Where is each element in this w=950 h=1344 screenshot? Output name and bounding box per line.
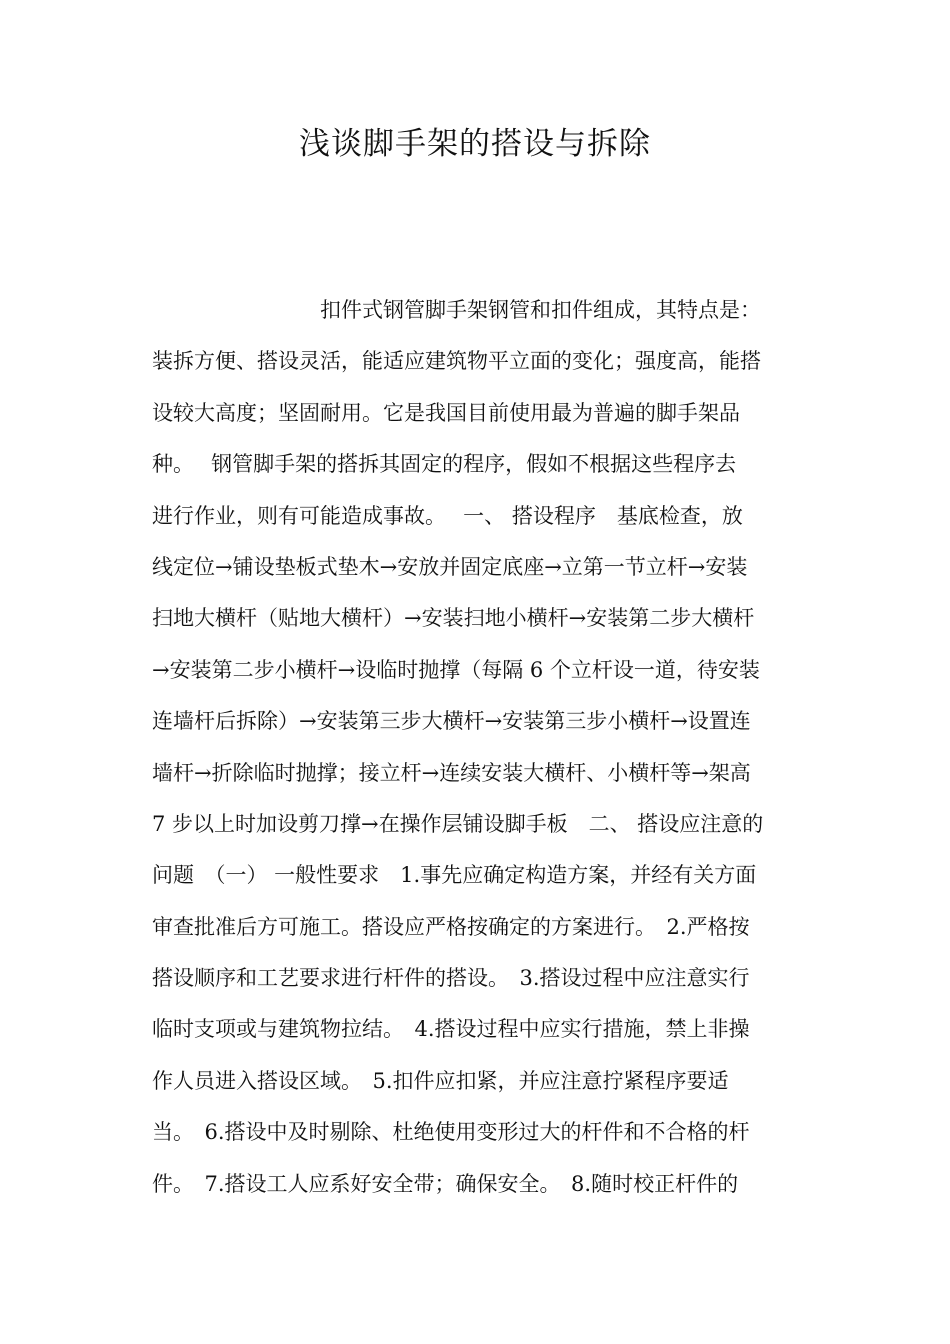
body-line: 扣件式钢管脚手架钢管和扣件组成，其特点是： bbox=[320, 298, 761, 322]
document-body bbox=[152, 292, 812, 1217]
document-title: 浅谈脚手架的搭设与拆除 bbox=[299, 126, 651, 162]
body-line: 作人员进入搭设区域。 5.扣件应扣紧，并应注意拧紧程序要适 bbox=[152, 1068, 729, 1093]
body-line: 扫地大横杆（贴地大横杆）→安装扫地小横杆→安装第二步大横杆 bbox=[152, 606, 755, 631]
body-line: 设较大高度；坚固耐用。它是我国目前使用最为普遍的脚手架品 bbox=[152, 400, 740, 425]
body-line: 进行作业，则有可能造成事故。 一、 搭设程序 基底检查，放 bbox=[152, 503, 743, 528]
body-line: 审查批准后方可施工。搭设应严格按确定的方案进行。 2.严格按 bbox=[152, 914, 750, 939]
body-line: 种。 钢管脚手架的搭拆其固定的程序，假如不根据这些程序去 bbox=[152, 452, 737, 477]
body-line: 墙杆→折除临时抛撑；接立杆→连续安装大横杆、小横杆等→架高 bbox=[152, 760, 751, 785]
body-line: 搭设顺序和工艺要求进行杆件的搭设。 3.搭设过程中应注意实行 bbox=[152, 966, 750, 991]
body-line: →安装第二步小横杆→设临时抛撑（每隔 6 个立杆设一道，待安装 bbox=[152, 657, 760, 682]
body-line: 当。 6.搭设中及时剔除、杜绝使用变形过大的杆件和不合格的杆 bbox=[152, 1120, 750, 1145]
body-line: 临时支项或与建筑物拉结。 4.搭设过程中应实行措施，禁上非操 bbox=[152, 1017, 750, 1042]
body-line: 7 步以上时加设剪刀撑→在操作层铺设脚手板 二、 搭设应注意的 bbox=[152, 811, 764, 836]
body-line: 问题 （一） 一般性要求 1.事先应确定构造方案，并经有关方面 bbox=[152, 863, 757, 888]
body-line: 线定位→铺设垫板式垫木→安放并固定底座→立第一节立杆→安装 bbox=[152, 554, 748, 579]
body-line: 件。 7.搭设工人应系好安全带；确保安全。 8.随时校正杆件的 bbox=[152, 1171, 739, 1196]
body-line: 连墙杆后拆除）→安装第三步大横杆→安装第三步小横杆→设置连 bbox=[152, 709, 751, 734]
body-line: 装拆方便、搭设灵活，能适应建筑物平立面的变化；强度高，能搭 bbox=[152, 349, 761, 374]
